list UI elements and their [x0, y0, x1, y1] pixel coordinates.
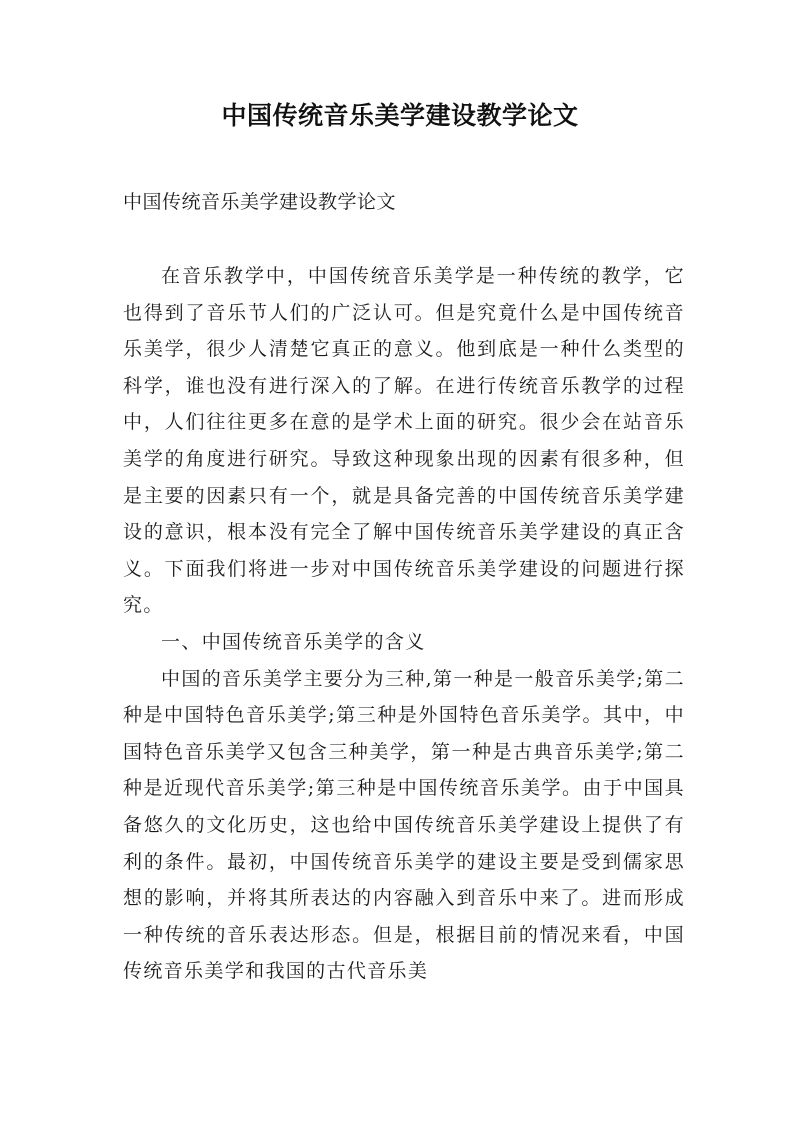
paragraph-intro: 在音乐教学中，中国传统音乐美学是一种传统的教学，它也得到了音乐节人们的广泛认可。但是究竟什么是中国传统音乐美学，很少人清楚它真正的意义。他到底是一种什么类型的科学，谁也没有进行深入的了解。在进行传统音乐教学的过程中，人们往往更多在意的是学术上面的研究。很少会在站音乐美学的角度进行研究。导致这种现象出现的因素有很多种，但是主要的因素只有一个，就是具备完善的中国传统音乐美学建设的意识，根本没有完全了解中国传统音乐美学建设的真正含义。下面我们将进一步对中国传统音乐美学建设的问题进行探究。 — [123, 265, 685, 617]
document-body — [123, 258, 685, 990]
paragraph-section-1: 中国的音乐美学主要分为三种,第一种是一般音乐美学;第二种是中国特色音乐美学;第三种是外国特色音乐美学。其中，中国特色音乐美学又包含三种美学，第一种是古典音乐美学;第二种是近现代音乐美学;第三种是中国传统音乐美学。由于中国具备悠久的文化历史，这也给中国传统音乐美学建设上提供了有利的条件。最初，中国传统音乐美学的建设主要是受到儒家思想的影响，并将其所表达的内容融入到音乐中来了。进而形成一种传统的音乐表达形态。但是，根据目前的情况来看，中国传统音乐美学和我国的古代音乐美 — [123, 667, 685, 983]
section-heading-1: 一、中国传统音乐美学的含义 — [161, 630, 426, 653]
document-title: 中国传统音乐美学建设教学论文 — [221, 101, 579, 130]
document-subtitle: 中国传统音乐美学建设教学论文 — [123, 191, 397, 213]
